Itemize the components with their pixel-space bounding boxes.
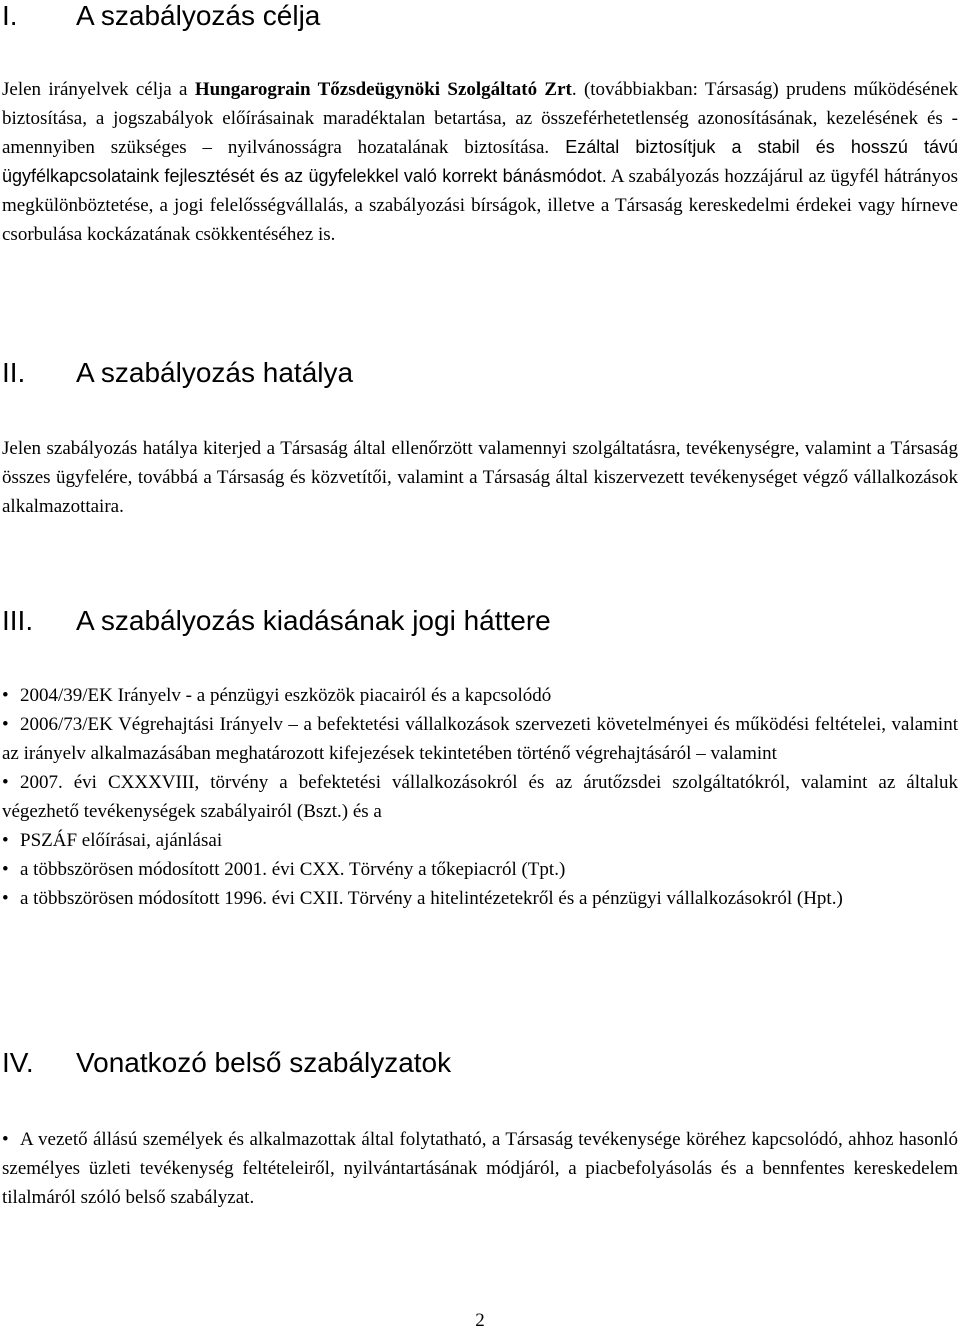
section-4-number: IV. — [2, 1047, 34, 1078]
section-1-title: A szabályozás célja — [76, 0, 321, 31]
list-item: • PSZÁF előírásai, ajánlásai — [2, 826, 958, 855]
legal-background-list — [2, 681, 958, 913]
bullet-icon: • — [2, 830, 9, 851]
list-item: • a többszörösen módosított 2001. évi CXX. Törvény a tőkepiacról (Tpt.) — [2, 855, 958, 884]
page-number: 2 — [475, 1310, 485, 1331]
section-1-text-part3: Ezáltal biztosítjuk a stabil és hosszú távú ügyfélkapcsolataink fejlesztését és az ügyfelekkel való korrekt bánásmódot. — [2, 137, 958, 186]
list-item: • 2007. évi CXXXVIII, törvény a befektetési vállalkozásokról és az árutőzsdei szolgáltatókról, valamint az általuk végezhető tevékenységek szabályairól (Bszt.) és a — [2, 768, 958, 826]
bullet-icon: • — [2, 859, 9, 880]
company-name: Hungarograin Tőzsdeügynöki Szolgáltató Zrt — [194, 79, 572, 100]
section-3-title: A szabályozás kiadásának jogi háttere — [76, 605, 551, 636]
bullet-icon: • — [2, 685, 9, 706]
bullet-icon: • — [2, 888, 9, 909]
bullet-icon: • — [2, 714, 9, 735]
section-4-title: Vonatkozó belső szabályzatok — [76, 1047, 452, 1078]
list-item: • a többszörösen módosított 1996. évi CXII. Törvény a hitelintézetekről és a pénzügyi vállalkozásokról (Hpt.) — [2, 884, 958, 913]
internal-regulations-list — [2, 1125, 958, 1212]
bullet-icon: • — [2, 1129, 9, 1150]
section-2-paragraph: Jelen szabályozás hatálya kiterjed a Társaság által ellenőrzött valamennyi szolgáltatásra, tevékenységre, valamint a Társaság összes ügyfelére, továbbá a Társaság és közvetítői, valamint a Társaság által kiszervezett tevékenységet végző vállalkozások alkalmazottaira. — [2, 438, 958, 517]
section-2-number: II. — [2, 357, 26, 388]
list-item: • 2006/73/EK Végrehajtási Irányelv – a befektetési vállalkozások szervezeti követelményei és működési feltételei, valamint az irányelv alkalmazásában meghatározott kifejezések tekintetében történő végrehajtásáról – valamint — [2, 710, 958, 768]
section-1-text-part1: Jelen irányelvek célja a — [2, 79, 195, 100]
section-2-title: A szabályozás hatálya — [76, 357, 354, 388]
section-1-number: I. — [2, 0, 18, 31]
list-item: • 2004/39/EK Irányelv - a pénzügyi eszközök piacairól és a kapcsolódó — [2, 681, 958, 710]
section-1-text-part2: . (továbbiakban: Társaság) prudens működésének biztosítása, a jogszabályok előírásainak maradéktalan betartása, az összeférhetetlenség azonosításának, kezelésének és - amennyiben szükséges – nyilvánosságra hozatalának biztosítása. — [2, 79, 959, 158]
section-3-number: III. — [2, 605, 34, 636]
bullet-icon: • — [2, 772, 9, 793]
list-item: • A vezető állású személyek és alkalmazottak által folytatható, a Társaság tevékenysége köréhez kapcsolódó, ahhoz hasonló személyes üzleti tevékenység feltételeiről, nyilvántartásának módjáról, a piacbefolyásolás és a bennfentes kereskedelem tilalmáról szóló belső szabályzat. — [2, 1125, 958, 1212]
section-1-paragraph — [2, 75, 958, 249]
section-1-text-part4: A szabályozás hozzájárul az ügyfél hátrányos megkülönböztetése, a jogi felelősségvállalás, a szabályozási bírságok, illetve a Társaság kereskedelmi érdekei vagy hírneve csorbulása kockázatának csökkentéséhez is. — [2, 166, 959, 245]
